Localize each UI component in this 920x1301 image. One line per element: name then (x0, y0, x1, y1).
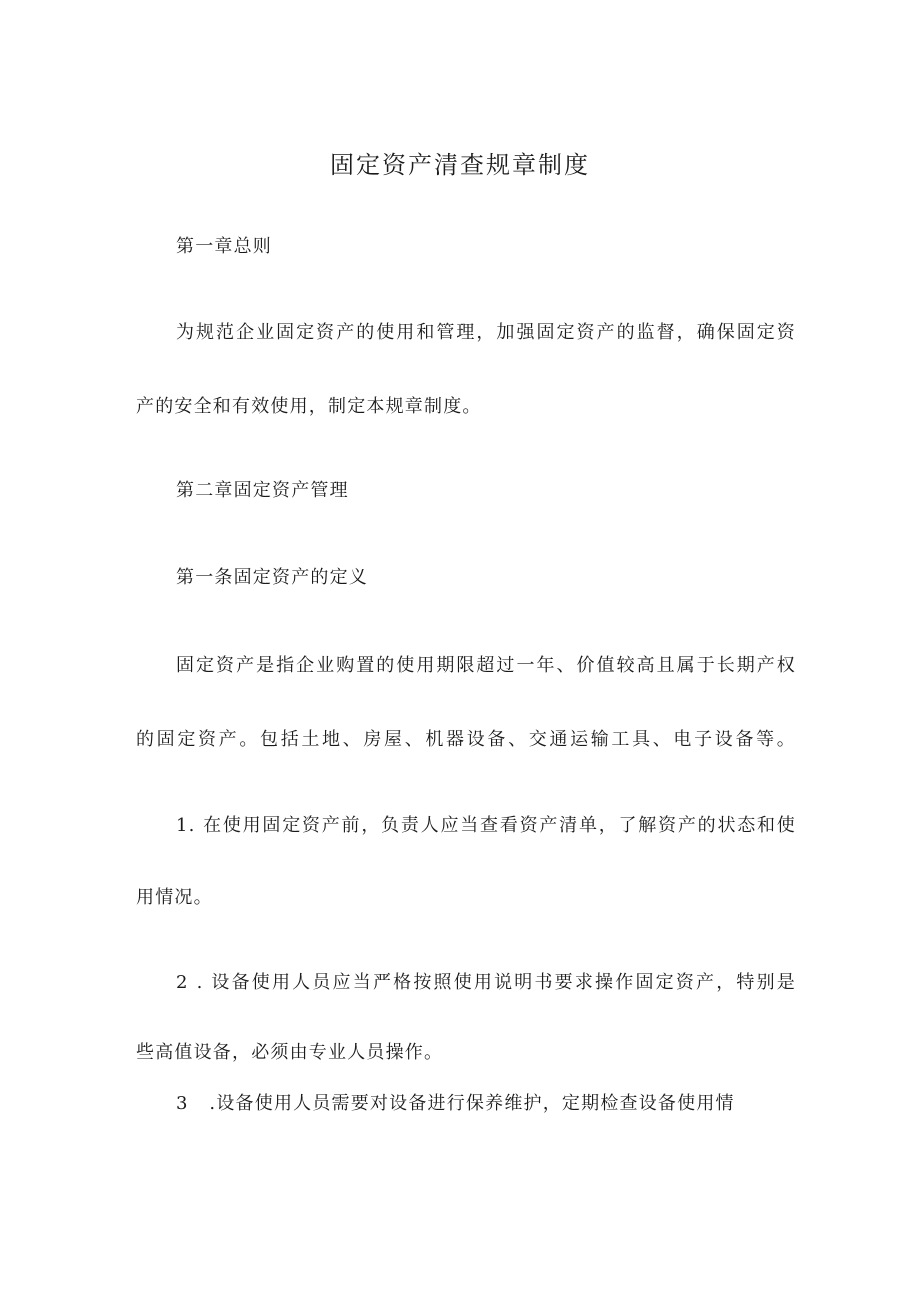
article-heading: 第一条固定资产的定义 (176, 567, 368, 588)
document-title: 固定资产清查规章制度 (330, 151, 590, 179)
list-item-line: 2 . 设备使用人员应当严格按照使用说明书要求操作固定资产，特别是 (176, 972, 796, 993)
chapter-heading: 第二章固定资产管理 (176, 480, 349, 501)
paragraph-line: 的固定资产。包括土地、房屋、机器设备、交通运输工具、电子设备等。 (136, 729, 796, 750)
paragraph-line: 固定资产是指企业购置的使用期限超过一年、价值较高且属于长期产权 (176, 655, 796, 676)
paragraph-line: 产的安全和有效使用，制定本规章制度。 (136, 396, 482, 417)
list-item-line: 1. 在使用固定资产前，负责人应当查看资产清单，了解资产的状态和使 (176, 815, 796, 836)
list-item-line: 些高值设备，必须由专业人员操作。 (136, 1042, 444, 1063)
chapter-heading: 第一章总则 (176, 236, 272, 257)
list-item-line: 用情况。 (136, 887, 213, 908)
paragraph-line: 为规范企业固定资产的使用和管理，加强固定资产的监督，确保固定资 (176, 322, 796, 343)
list-item-line: 3 .设备使用人员需要对设备进行保养维护，定期检查设备使用情 (176, 1093, 735, 1114)
